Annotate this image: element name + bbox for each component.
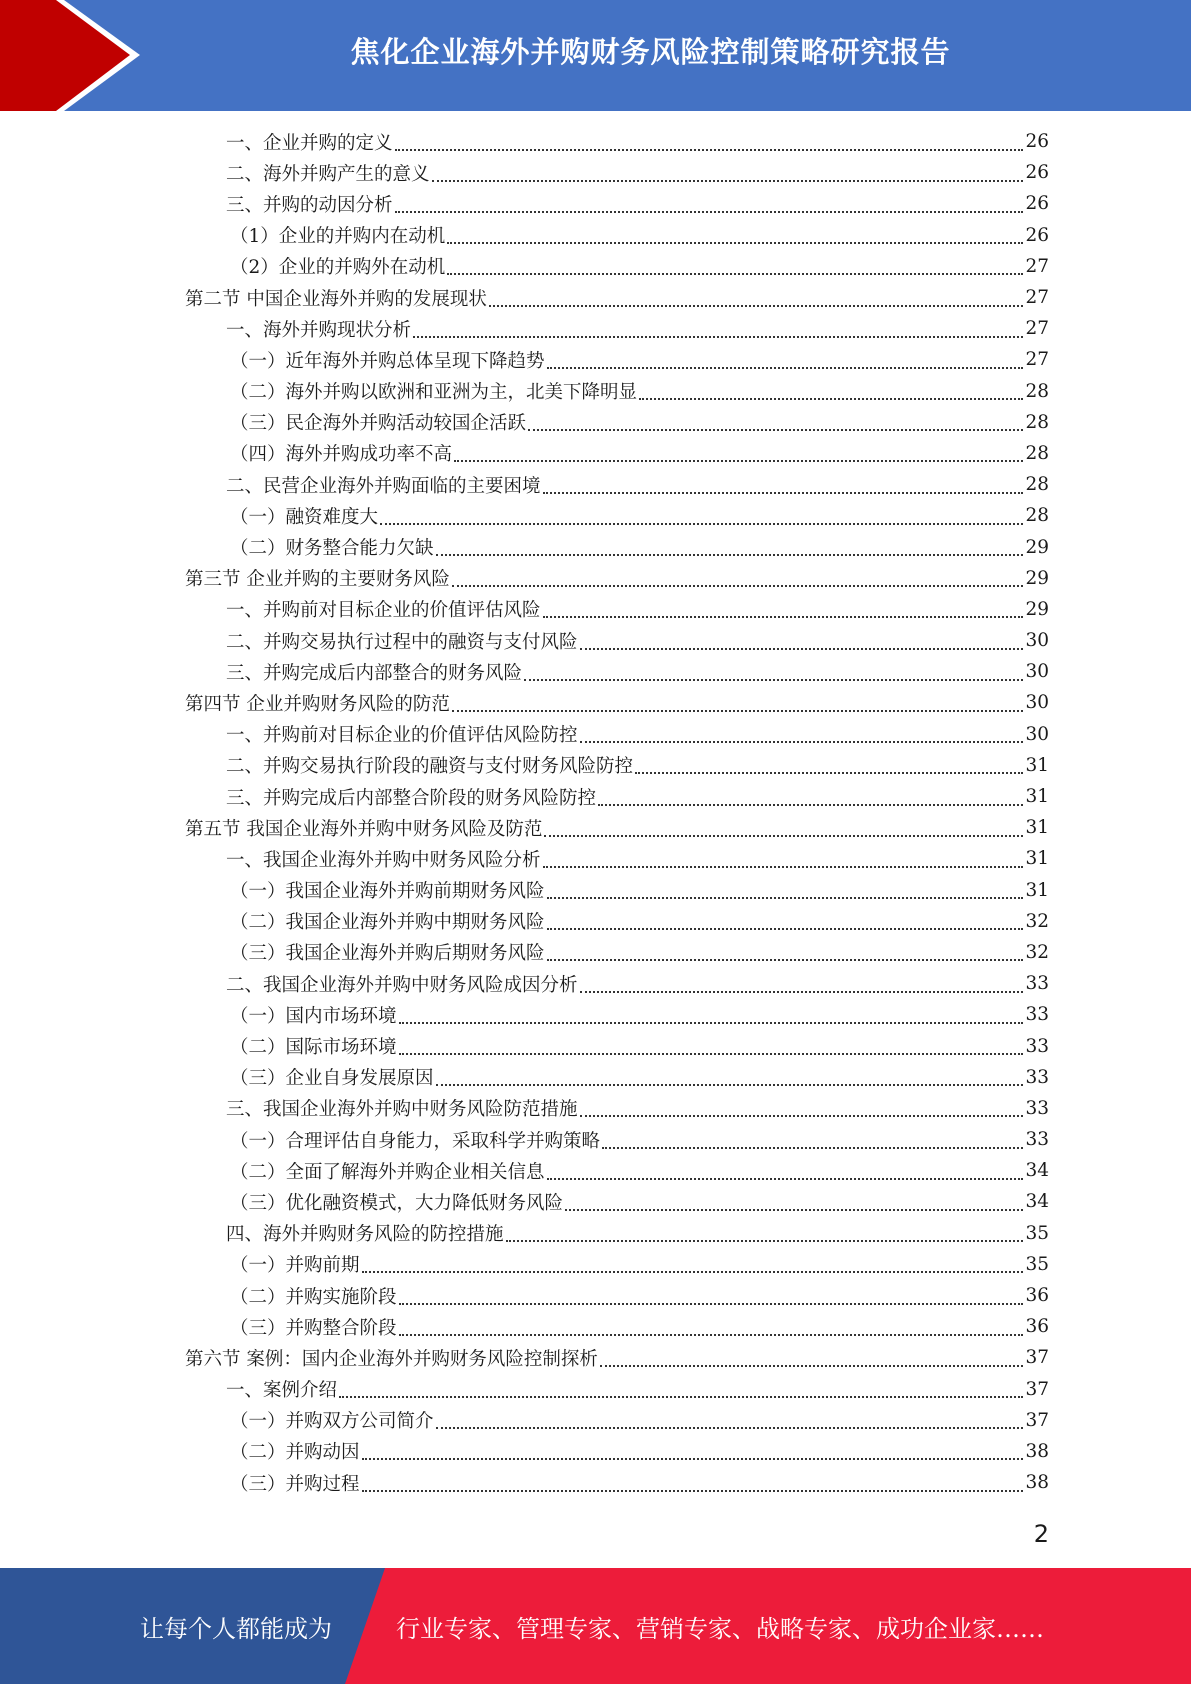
toc-entry-title: 一、并购前对目标企业的价值评估风险防控 [226,725,578,747]
toc-entry[interactable] [185,407,1049,438]
toc-leader-dots [639,398,1023,400]
toc-entry[interactable] [185,220,1049,251]
toc-leader-dots [543,492,1024,494]
toc-leader-dots [432,180,1024,182]
toc-entry[interactable] [185,999,1049,1030]
toc-leader-dots [544,835,1023,837]
toc-entry-page: 26 [1025,131,1049,153]
toc-entry-title: 二、海外并购产生的意义 [226,163,430,185]
toc-entry[interactable] [185,781,1049,812]
toc-leader-dots [580,648,1024,650]
document-title: 焦化企业海外并购财务风险控制策略研究报告 [350,34,951,69]
toc-entry[interactable] [185,1467,1049,1498]
toc-entry-page: 35 [1025,1222,1049,1244]
toc-entry-page: 29 [1025,598,1049,620]
toc-leader-dots [635,772,1023,774]
toc-entry-title: （二）我国企业海外并购中期财务风险 [230,912,545,934]
toc-leader-dots [580,1115,1024,1117]
toc-entry[interactable] [185,719,1049,750]
toc-leader-dots [565,1209,1023,1211]
toc-leader-dots [489,305,1024,307]
toc-entry[interactable] [185,656,1049,687]
toc-entry-title: （一）国内市场环境 [230,1005,397,1027]
toc-entry-title: （二）海外并购以欧洲和亚洲为主，北美下降明显 [230,382,638,404]
page-header [0,0,1191,111]
toc-entry-page: 27 [1025,255,1049,277]
toc-entry[interactable] [185,313,1049,344]
toc-entry[interactable] [185,687,1049,718]
toc-leader-dots [362,1271,1024,1273]
toc-leader-dots [399,1053,1024,1055]
toc-entry-page: 26 [1025,162,1049,184]
toc-leader-dots [395,149,1024,151]
toc-entry[interactable] [185,594,1049,625]
toc-entry-page: 29 [1025,536,1049,558]
toc-entry-page: 30 [1025,661,1049,683]
toc-leader-dots [380,523,1023,525]
toc-entry-title: （四）海外并购成功率不高 [230,444,453,466]
toc-entry-page: 33 [1025,973,1049,995]
toc-entry-page: 31 [1025,754,1049,776]
toc-entry-title: （1）企业的并购内在动机 [230,226,446,248]
toc-entry-title: 二、我国企业海外并购中财务风险成因分析 [226,974,578,996]
toc-entry-title: 三、我国企业海外并购中财务风险防范措施 [226,1099,578,1121]
footer-slogan-left: 让每个人都能成为 [140,1614,332,1643]
toc-entry-title: （三）并购整合阶段 [230,1317,397,1339]
toc-leader-dots [600,1365,1024,1367]
toc-entry[interactable] [185,875,1049,906]
toc-entry-title: （一）我国企业海外并购前期财务风险 [230,881,545,903]
toc-entry-page: 33 [1025,1066,1049,1088]
page-footer [0,1568,1191,1684]
toc-entry[interactable] [185,1342,1049,1373]
toc-entry-title: 二、并购交易执行阶段的融资与支付财务风险防控 [226,756,634,778]
toc-entry-title: （三）民企海外并购活动较国企活跃 [230,413,527,435]
toc-entry[interactable] [185,376,1049,407]
toc-entry[interactable] [185,1436,1049,1467]
toc-entry-title: 三、并购的动因分析 [226,194,393,216]
toc-entry-title: 三、并购完成后内部整合的财务风险 [226,662,523,684]
toc-entry-title: （一）并购前期 [230,1255,360,1277]
toc-leader-dots [528,429,1023,431]
toc-entry-title: 第四节 企业并购财务风险的防范 [185,693,450,715]
toc-leader-dots [547,959,1024,961]
toc-entry[interactable] [185,1093,1049,1124]
toc-entry-page: 36 [1025,1316,1049,1338]
toc-entry-title: 一、我国企业海外并购中财务风险分析 [226,849,541,871]
toc-leader-dots [436,1427,1024,1429]
toc-entry-page: 28 [1025,474,1049,496]
toc-entry[interactable] [185,937,1049,968]
toc-leader-dots [547,1178,1024,1180]
toc-entry-page: 31 [1025,786,1049,808]
toc-entry[interactable] [185,968,1049,999]
toc-leader-dots [399,1303,1024,1305]
toc-entry-title: （2）企业的并购外在动机 [230,257,446,279]
toc-entry-page: 32 [1025,910,1049,932]
toc-entry-page: 31 [1025,879,1049,901]
toc-entry-title: （二）并购动因 [230,1442,360,1464]
toc-entry-page: 26 [1025,193,1049,215]
toc-entry[interactable] [185,1218,1049,1249]
toc-leader-dots [454,460,1023,462]
toc-leader-dots [452,585,1024,587]
toc-entry[interactable] [185,469,1049,500]
toc-entry[interactable] [185,812,1049,843]
toc-leader-dots [339,1396,1023,1398]
toc-entry[interactable] [185,438,1049,469]
toc-entry-page: 28 [1025,442,1049,464]
toc-leader-dots [543,866,1024,868]
toc-entry[interactable] [185,750,1049,781]
toc-entry[interactable] [185,126,1049,157]
toc-entry-title: 三、并购完成后内部整合阶段的财务风险防控 [226,787,597,809]
toc-entry-title: （三）并购过程 [230,1473,360,1495]
toc-entry[interactable] [185,563,1049,594]
toc-entry-page: 30 [1025,692,1049,714]
toc-leader-dots [395,211,1024,213]
toc-entry-page: 27 [1025,287,1049,309]
toc-leader-dots [547,897,1024,899]
toc-entry-page: 34 [1025,1191,1049,1213]
toc-leader-dots [580,991,1024,993]
table-of-contents [185,126,1049,1498]
toc-entry-page: 33 [1025,1097,1049,1119]
toc-entry[interactable] [185,1280,1049,1311]
toc-entry-page: 27 [1025,318,1049,340]
toc-entry[interactable] [185,188,1049,219]
toc-leader-dots [436,1084,1024,1086]
toc-entry[interactable] [185,500,1049,531]
toc-entry-title: （二）全面了解海外并购企业相关信息 [230,1161,545,1183]
toc-entry-title: （二）并购实施阶段 [230,1286,397,1308]
toc-leader-dots [602,1147,1023,1149]
toc-entry-title: 第二节 中国企业海外并购的发展现状 [185,288,487,310]
toc-entry-page: 28 [1025,380,1049,402]
toc-entry-title: （三）优化融资模式，大力降低财务风险 [230,1192,564,1214]
toc-entry[interactable] [185,1155,1049,1186]
toc-entry-title: （一）近年海外并购总体呈现下降趋势 [230,350,545,372]
toc-entry[interactable] [185,1311,1049,1342]
toc-leader-dots [524,679,1023,681]
toc-entry-page: 33 [1025,1004,1049,1026]
toc-entry-title: 二、民营企业海外并购面临的主要困境 [226,475,541,497]
toc-leader-dots [362,1490,1024,1492]
toc-entry-page: 33 [1025,1129,1049,1151]
toc-leader-dots [543,616,1024,618]
toc-entry-page: 38 [1025,1440,1049,1462]
toc-entry-page: 29 [1025,567,1049,589]
toc-leader-dots [447,242,1023,244]
toc-entry[interactable] [185,1030,1049,1061]
toc-entry[interactable] [185,625,1049,656]
toc-entry[interactable] [185,1186,1049,1217]
toc-entry-page: 36 [1025,1285,1049,1307]
toc-entry-page: 37 [1025,1409,1049,1431]
toc-leader-dots [399,1334,1024,1336]
toc-entry[interactable] [185,344,1049,375]
toc-leader-dots [362,1458,1024,1460]
toc-entry-page: 31 [1025,817,1049,839]
toc-entry[interactable] [185,906,1049,937]
toc-entry-title: 四、海外并购财务风险的防控措施 [226,1224,504,1246]
toc-entry-title: （一）合理评估自身能力，采取科学并购策略 [230,1130,601,1152]
toc-entry[interactable] [185,1374,1049,1405]
toc-entry-title: （二）国际市场环境 [230,1037,397,1059]
toc-entry-title: 一、并购前对目标企业的价值评估风险 [226,600,541,622]
toc-leader-dots [506,1240,1024,1242]
toc-entry-page: 37 [1025,1347,1049,1369]
footer-slogan-right: 行业专家、管理专家、营销专家、战略专家、成功企业家…… [396,1614,1044,1643]
toc-entry[interactable] [185,1124,1049,1155]
toc-entry-title: 二、并购交易执行过程中的融资与支付风险 [226,631,578,653]
toc-entry[interactable] [185,282,1049,313]
toc-entry[interactable] [185,251,1049,282]
toc-entry-page: 27 [1025,349,1049,371]
toc-entry[interactable] [185,1405,1049,1436]
toc-entry-title: （三）我国企业海外并购后期财务风险 [230,943,545,965]
toc-entry-page: 34 [1025,1160,1049,1182]
toc-leader-dots [598,804,1023,806]
toc-entry-page: 28 [1025,411,1049,433]
page-number: 2 [1033,1520,1049,1548]
toc-leader-dots [413,336,1023,338]
toc-leader-dots [436,554,1024,556]
toc-entry-title: 第六节 案例：国内企业海外并购财务风险控制探析 [185,1348,598,1370]
toc-entry-page: 38 [1025,1472,1049,1494]
toc-entry-title: （三）企业自身发展原因 [230,1068,434,1090]
toc-leader-dots [580,741,1024,743]
toc-entry[interactable] [185,157,1049,188]
toc-entry-title: （一）融资难度大 [230,506,379,528]
toc-entry[interactable] [185,1249,1049,1280]
toc-leader-dots [547,367,1024,369]
toc-entry-page: 32 [1025,941,1049,963]
toc-entry-title: 第三节 企业并购的主要财务风险 [185,569,450,591]
toc-leader-dots [399,1022,1024,1024]
toc-leader-dots [452,710,1024,712]
toc-entry-page: 37 [1025,1378,1049,1400]
toc-entry-title: （二）财务整合能力欠缺 [230,538,434,560]
toc-entry-title: （一）并购双方公司简介 [230,1411,434,1433]
toc-entry[interactable] [185,1062,1049,1093]
toc-leader-dots [547,928,1024,930]
red-chevron-icon [0,0,160,111]
toc-entry-title: 一、案例介绍 [226,1380,338,1402]
toc-entry-title: 一、企业并购的定义 [226,132,393,154]
toc-entry-page: 26 [1025,224,1049,246]
toc-entry[interactable] [185,531,1049,562]
toc-entry-title: 一、海外并购现状分析 [226,319,412,341]
toc-leader-dots [447,273,1023,275]
toc-entry-page: 31 [1025,848,1049,870]
toc-entry-title: 第五节 我国企业海外并购中财务风险及防范 [185,818,543,840]
toc-entry-page: 28 [1025,505,1049,527]
toc-entry[interactable] [185,843,1049,874]
toc-entry-page: 35 [1025,1253,1049,1275]
toc-entry-page: 33 [1025,1035,1049,1057]
toc-entry-page: 30 [1025,723,1049,745]
toc-entry-page: 30 [1025,630,1049,652]
